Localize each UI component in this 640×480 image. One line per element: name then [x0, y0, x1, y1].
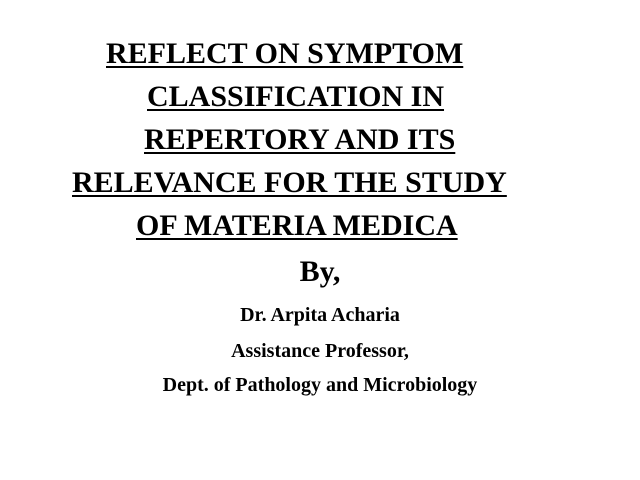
title-text-1: REFLECT ON SYMPTOM: [106, 37, 464, 70]
author-name: Dr. Arpita Acharia: [240, 304, 400, 326]
title-text-2: CLASSIFICATION IN: [147, 80, 445, 113]
by-label: By,: [299, 255, 341, 288]
title-line-3: [0, 123, 640, 157]
author-department: Dept. of Pathology and Microbiology: [162, 374, 478, 396]
title-text-4: RELEVANCE FOR THE STUDY: [72, 166, 507, 199]
title-line-1: [0, 37, 640, 71]
title-line-2: [0, 80, 640, 114]
author-designation: Assistance Professor,: [231, 340, 409, 362]
title-line-4: [0, 166, 640, 200]
title-line-5: [0, 209, 640, 243]
title-text-3: REPERTORY AND ITS: [144, 123, 456, 156]
title-text-5: OF MATERIA MEDICA: [136, 209, 458, 242]
